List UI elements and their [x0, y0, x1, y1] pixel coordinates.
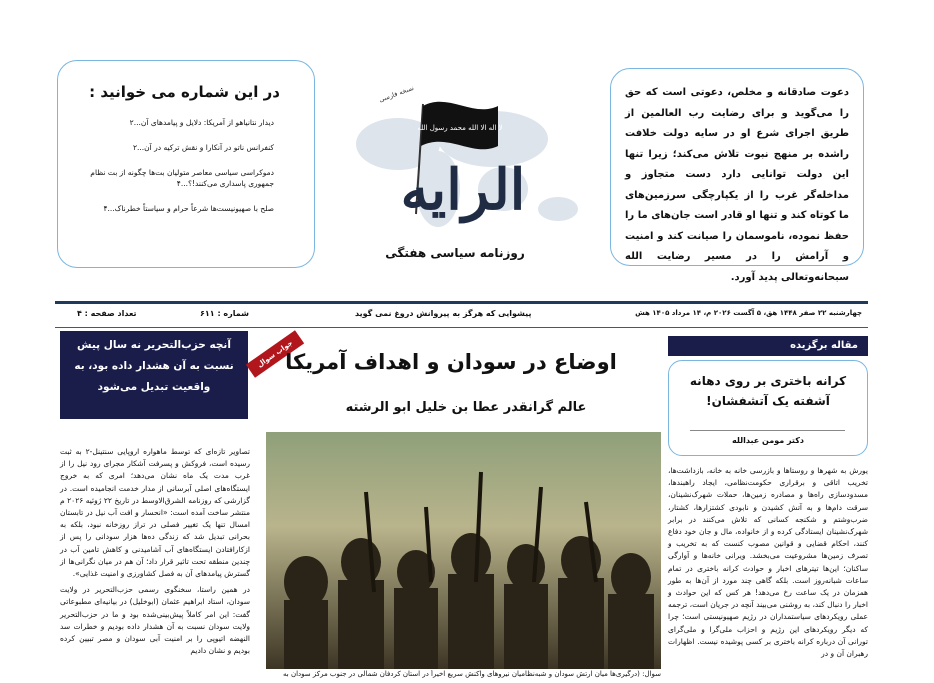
info-bar-bottom-rule: [55, 327, 868, 328]
left-article-paragraph: تصاویر تازه‌ای که توسط ماهواره اروپایی سنتینل-۲ به ثبت رسیده است، فروکش و پسرفت آشکار مجرای رود نیل را از غرب مدت یک ماه نشان می‌دهد؛ امری که به خروج ایستگاه‌های اصلی آبرسانی از مدار خدمت انجامیده است. در گزارشی که روزنامه الشرق‌الاوسط در تاریخ ۲۲ ژوئیه ۲۰۲۶ م منتشر ساخت آمده است: «انحسار و افت آب نیل در تابستان امسال تنها یک تغییر فصلی در تراز روزخانه نبود، بلکه به بحرانی تبدیل شد که زندگی ده‌ها هزار سودانی را پس از ازکارافتادن ایستگاه‌های آب آشامیدنی و کاهش تامین آب در چندین منطقه تحت تاثیر قرار داد؛ آن هم در میان نگرانی‌ها از گسترش پیامدهای آن به فصل کشاورزی و امنیت غذایی».: [60, 447, 250, 579]
featured-header: مقاله برگزیده: [668, 336, 868, 356]
slogan: پیشوایی که هرگز به پیروانش دروغ نمی گوید: [355, 309, 532, 318]
toc-item[interactable]: دیدار نتانیاهو از آمریکا: دلایل و پیامدهای آن...۲: [129, 118, 274, 127]
issue-number: شماره : ۶۱۱: [200, 309, 249, 318]
issue-date: چهارشنبه ۲۲ صفر ۱۴۴۸ هق، ۵ آگست ۲۰۲۶ م، ۱۴ مرداد ۱۴۰۵ هش: [635, 309, 862, 317]
left-panel-title: آنچه حزب‌التحریر نه سال پیش نسبت به آن هشدار داده بود، به واقعیت تبدیل می‌شود: [74, 339, 234, 393]
left-article-paragraph: در همین راستا، سخنگوی رسمی حزب‌التحریر در ولایت سودان، استاد ابراهیم عثمان (ابوخلیل) در بیانیه‌ای مطبوعاتی گفت: این امر کاملاً پیش‌بینی‌شده بود و ما در حزب‌التحریر ولایت سودان نسبت به آن هشدار داده بودیم و خطرات سد النهضه اتیوپی را بر امنیت آبی سودان و مصر تبیین کرده بودیم و نشان دادیم: [60, 585, 250, 656]
left-feature-panel[interactable]: [60, 331, 248, 419]
page-count: تعداد صفحه : ۴: [77, 309, 137, 318]
intro-text: دعوت صادقانه و مخلص، دعوتی است که حق را می‌گوید و برای رضایت رب العالمین از طریق اجرای شرع او در سایه دولت خلافت راشده بر منهج نبوت تلاش می‌کند؛ زیرا تنها این دولت توانایی دارد دست متجاوز و مداخله‌گر غرب را از یکپارچگی سرزمین‌های ما کوتاه کند و تنها او قادر است جان‌های ما را حفظ نموده، ناموسمان را صیانت کند و امنیت و آرامش را در مسیر رضایت الله سبحانه‌وتعالی پدید آورد.: [625, 87, 849, 283]
logo-badge: نسخه فارسی: [377, 84, 415, 104]
photo-caption: سوال: (درگیری‌ها میان ارتش سودان و شبه‌نظامیان نیروهای واکنش سریع اخیراً در استان کردفان شمالی در جنوب مرکز سودان به: [283, 670, 661, 678]
toc-title: در این شماره می خوانید :: [89, 83, 280, 101]
toc-item[interactable]: دموکراسی سیاسی معاصر متولیان بت‌ها چگونه از بت نظام جمهوری پاسداری می‌کنند!؟...۴: [90, 168, 274, 188]
answer-ribbon: جواب سوال: [246, 330, 304, 378]
featured-divider: [690, 430, 845, 431]
logo-graphic: [328, 84, 598, 264]
logo-subtitle: روزنامه سیاسی هفتگی: [385, 246, 525, 260]
masthead-logo: [328, 84, 598, 264]
toc-box: [57, 60, 315, 268]
toc-item[interactable]: کنفرانس ناتو در آنکارا و نقش ترکیه در آن...۲: [132, 143, 274, 152]
featured-body: یورش به شهرها و روستاها و بازرسی خانه به خانه، بازداشت‌ها، تخریب اتاقی و برقراری حکومت‌نظامی، ایجاد راهبندها، مسدودسازی راه‌ها و مصادره زمین‌ها، حملات شهرک‌نشینان، سرقت دام‌ها و به آتش کشیدن و نابودی کشتزارها، کشتار، ضرب‌وشتم و شکنجه کسانی که تلاش می‌کنند در برابر شهرک‌نشینان ایستادگی کرده و از خانواده، مال و جان خود دفاع کنند، احکام قضایی و قوانین مصوب کنست که به تخریب و تصرف زمین‌ها مشروعیت می‌بخشد. ویرانی خانه‌ها و آوارگی ساکنان؛ این‌ها تیترهای اخبار و حوادث کرانه باختری در تمام ساعات شبانه‌روز است. بلکه گاهی چند مورد از آن‌ها به طور همزمان در یک ساعت رخ می‌دهد! هر کس که این حوادث و اخبار را دنبال کند، به روشنی می‌بیند آنچه در جریان است، ترجمه عملی رویکردهای سیاستمداران در رژیم صهیونیستی است؛ چرا که دیگر رویکردهای این رژیم و احزاب ملی‌گرا و ملی‌گرای تورانی آن درباره کرانه باختری بر کسی پوشیده نیست. اظهارات رهبران آن و در: [668, 466, 868, 659]
featured-title: کرانه باختری بر روی دهانه آشفته یک آتشفشان!: [689, 374, 847, 408]
toc-item[interactable]: صلح با صهیونیست‌ها شرعاً حرام و سیاستاً خطرناک...۴: [103, 204, 274, 213]
intro-box: [610, 68, 864, 283]
info-bar: [55, 305, 868, 325]
featured-author: دکتر مومن عبدالله: [732, 436, 804, 445]
soldiers-photo-icon: [266, 432, 661, 669]
left-article: [60, 446, 250, 661]
main-subheadline: عالم گرانقدر عطا بن خلیل ابو الرشته: [345, 400, 587, 415]
flag-text: لا اله الا الله محمد رسول الله: [417, 124, 503, 132]
main-photo: [266, 432, 661, 669]
main-headline[interactable]: اوضاع در سودان و اهداف آمریکا: [285, 350, 617, 374]
info-bar-top-rule: [55, 301, 868, 304]
logo-name: الرايه: [400, 157, 526, 223]
